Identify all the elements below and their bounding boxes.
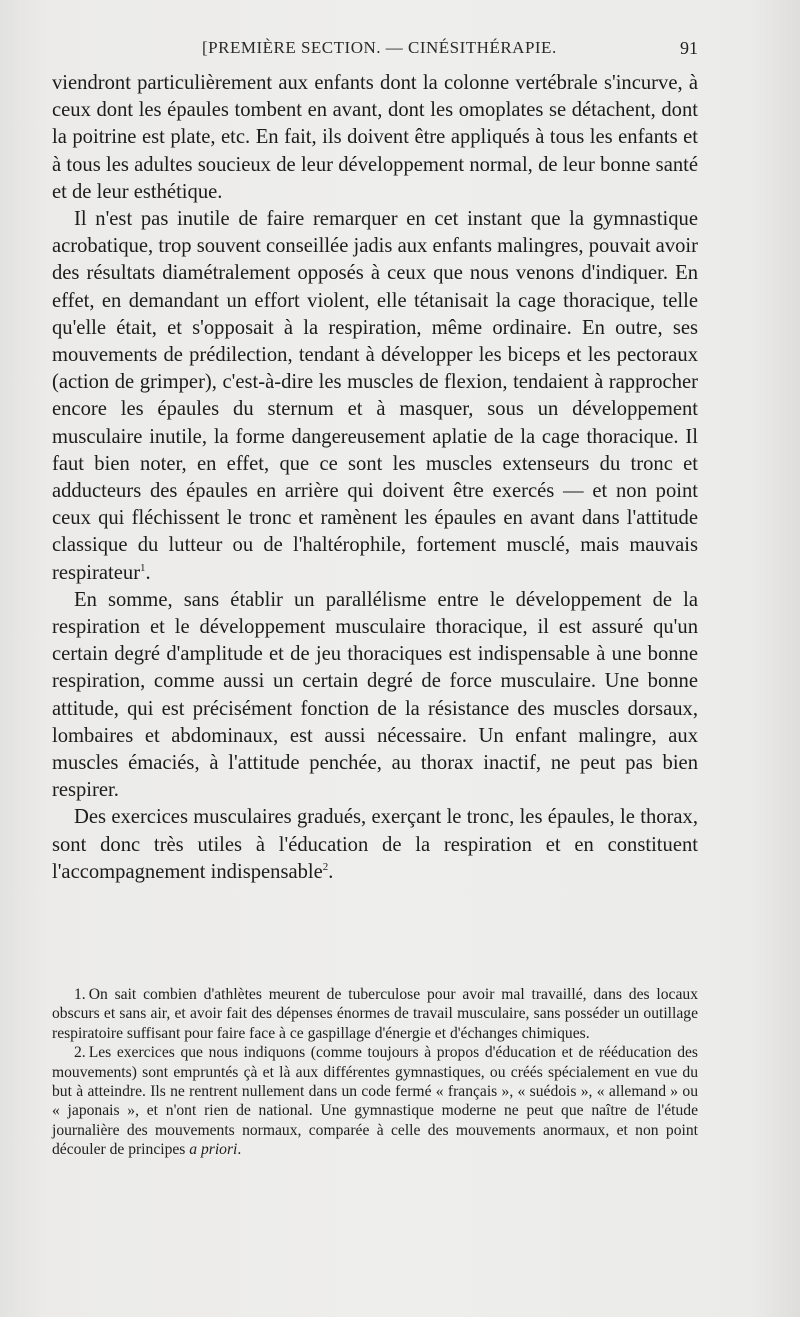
footnotes — [52, 985, 698, 1160]
footnote-ref-1: 1 — [140, 561, 146, 574]
paragraph-2-end: . — [145, 561, 151, 584]
footnote-ref-2: 2 — [322, 861, 329, 874]
running-head: [PREMIÈRE SECTION. — CINÉSITHÉRAPIE. — [202, 38, 557, 57]
paragraph-4 — [52, 804, 698, 886]
footnote-2-number: 2. — [74, 1044, 86, 1062]
page-number: 91 — [680, 38, 698, 58]
footnote-2-italic: a priori — [189, 1141, 238, 1159]
footnote-2-end: . — [237, 1141, 242, 1159]
footnote-2-text: Les exercices que nous indiquons (comme toujours à propos d'éducation et de rééducation des mouvements) sont empruntés çà et là aux différentes gymnastiques, ou créés spécialement en vue du but à atteindre. Ils ne rentrent nullement dans un code fermé « français », « suédois », « allemand » ou « japonais », et n'ont rien de national. Une gymnastique moderne ne peut que naître de l'étude journalière des mouvements normaux, comparée à celle des mouvements anormaux, et non point découler de principes — [52, 1044, 698, 1159]
paragraph-4-text: Des exercices musculaires gradués, exerçant le tronc, les épaules, le thorax, sont donc très utiles à l'éducation de la respiration et en constituent l'accompagnement indispensable — [52, 806, 698, 883]
main-text — [52, 70, 698, 886]
paragraph-3-text: En somme, sans établir un parallélisme entre le développement de la respiration et le développement musculaire thoracique, il est assuré qu'un certain degré d'amplitude et de jeu thoraciques est indispensable à une bonne respiration, comme aussi un certain degré de force musculaire. Une bonne attitude, qui est précisément fonction de la résistance des muscles dorsaux, lombaires et abdominaux, est aussi nécessaire. Un enfant malingre, aux muscles émaciés, à l'attitude penchée, au thorax inactif, ne peut pas bien respirer. — [52, 588, 698, 802]
footnote-1-number: 1. — [74, 986, 86, 1003]
footnote-1-text: On sait combien d'athlètes meurent de tuberculose pour avoir mal travaillé, dans des locaux obscurs et sans air, et avoir fait des dépenses énormes de travail musculaire, sans posséder un outillage respiratoire suffisant pour faire face à ce gaspillage d'énergie et d'échanges chimiques. — [52, 986, 698, 1042]
footnote-2 — [52, 1043, 698, 1159]
page-header — [52, 38, 698, 68]
paragraph-3 — [52, 587, 698, 805]
paragraph-1 — [52, 70, 698, 206]
paragraph-2-text: Il n'est pas inutile de faire remarquer en cet instant que la gymnastique acrobatique, trop souvent conseillée jadis aux enfants malingres, pouvait avoir des résultats diamétralement opposés à ceux que nous venons d'indiquer. En effet, en demandant un effort violent, elle tétanisait la cage thoracique, telle qu'elle était, et s'opposait à la respiration, même ordinaire. En outre, ses mouvements de prédilection, tendant à développer les biceps et les pectoraux (action de grimper), c'est-à-dire les muscles de flexion, tendaient à rapprocher encore les épaules du sternum et à masquer, sous un développement musculaire inutile, la forme dangereusement aplatie de la cage thoracique. Il faut bien noter, en effet, que ce sont les muscles extenseurs du tronc et adducteurs des épaules en arrière qui doivent être exercés — et non point ceux qui fléchissent le tronc et ramènent les épaules en avant dans l'attitude classique du lutteur ou de l'haltérophile, fortement musclé, mais mauvais respirateur — [52, 208, 698, 584]
paragraph-2 — [52, 206, 698, 587]
paragraph-4-end: . — [328, 860, 334, 883]
footnote-1 — [52, 985, 698, 1043]
paragraph-1-text: viendront particulièrement aux enfants dont la colonne vertébrale s'incurve, à ceux dont les épaules tombent en avant, dont les omoplates se détachent, dont la poitrine est plate, etc. En fait, ils doivent être appliqués à tous les enfants et à tous les adultes soucieux de leur développement normal, de leur bonne santé et de leur esthétique. — [52, 72, 698, 203]
